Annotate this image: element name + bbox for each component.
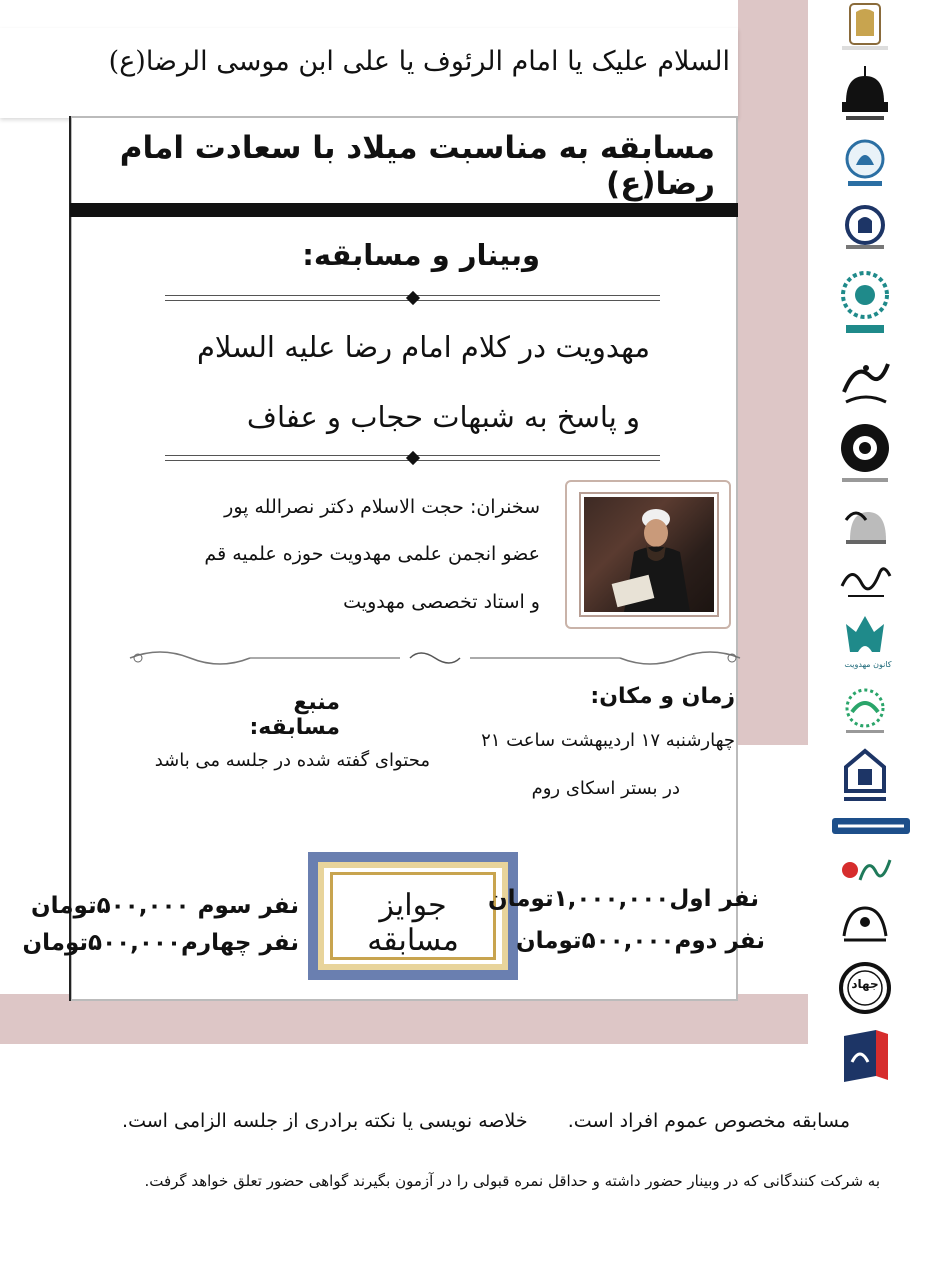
footer-note-public: مسابقه مخصوص عموم افراد است.	[567, 1110, 850, 1132]
logo-blue-emblem-icon	[836, 135, 894, 191]
logo-black-flower-icon	[836, 418, 894, 488]
logo-jahad-label: جهاد	[851, 977, 879, 991]
card-left-border	[69, 116, 71, 1001]
time-value: چهارشنبه ۱۷ اردیبهشت ساعت ۲۱	[481, 730, 735, 751]
logo-kanoon-mahdaviat-label: کانون مهدویت	[844, 660, 892, 669]
salutation-text: السلام علیک یا امام الرئوف یا علی ابن موسی الرضا(ع)	[108, 46, 730, 77]
webinar-heading: وبینار و مسابقه:	[302, 238, 540, 272]
logo-script-icon	[836, 556, 894, 604]
card-title: مسابقه به مناسبت میلاد با سعادت امام رضا(ع)	[119, 130, 715, 202]
prize-third: نفر سوم ۵۰۰,۰۰۰تومان	[31, 893, 299, 919]
source-heading: منبع مسابقه:	[249, 690, 340, 740]
source-value: محتوای گفته شده در جلسه می باشد	[154, 750, 430, 771]
pink-bottom-panel	[0, 994, 808, 1044]
sponsor-logos	[828, 0, 908, 1095]
logo-seminary-icon	[836, 2, 894, 52]
logo-grey-dome-script-icon	[836, 900, 894, 952]
speaker-photo	[581, 494, 717, 615]
logo-flag-icon	[836, 1026, 894, 1088]
logo-university-mosque-icon	[836, 745, 894, 809]
ornament-divider	[120, 646, 750, 670]
footer-notes	[40, 1110, 850, 1132]
logo-mahdaviat-banner-icon	[828, 810, 914, 840]
footer-certificate: به شرکت کنندگانی که در وبینار حضور داشته و حداقل نمره قبولی را در آزمون بگیرند گواهی حضور تعلق خواهد گرفت.	[144, 1172, 880, 1190]
divider-top	[165, 292, 660, 304]
logo-green-calligraphy-icon	[836, 684, 894, 740]
place-value: در بستر اسکای روم	[531, 778, 680, 799]
prize-fourth: نفر چهارم۵۰۰,۰۰۰تومان	[22, 930, 299, 956]
speaker-silhouette-icon	[584, 497, 714, 612]
divider-middle	[165, 452, 660, 464]
logo-shrine-dome-icon	[836, 62, 894, 124]
prize-title: جوایز مسابقه	[367, 888, 459, 958]
topic-line-1: مهدویت در کلام امام رضا علیه السلام	[196, 330, 650, 364]
prize-first: نفر اول۱,۰۰۰,۰۰۰تومان	[488, 886, 759, 912]
title-rule	[70, 203, 738, 217]
logo-red-script-icon	[836, 846, 894, 894]
footer-note-summary: خلاصه نویسی یا نکته برادری از جلسه الزامی است.	[122, 1110, 528, 1132]
logo-dome-grey-icon	[836, 500, 894, 548]
speaker-role: و استاد تخصصی مهدویت	[343, 591, 540, 613]
speaker-affiliation: عضو انجمن علمی مهدویت حوزه علمیه قم	[204, 543, 540, 565]
logo-teal-floral-icon	[836, 265, 894, 341]
logo-calligraphy-icon	[836, 352, 894, 412]
topic-line-2: و پاسخ به شبهات حجاب و عفاف	[246, 400, 640, 434]
logo-navy-emblem-icon	[836, 203, 894, 251]
speaker-name: سخنران: حجت الاسلام دکتر نصرالله پور	[224, 496, 540, 518]
pink-side-panel	[738, 0, 808, 745]
prize-second: نفر دوم۵۰۰,۰۰۰تومان	[515, 928, 765, 954]
time-place-heading: زمان و مکان:	[590, 684, 735, 709]
